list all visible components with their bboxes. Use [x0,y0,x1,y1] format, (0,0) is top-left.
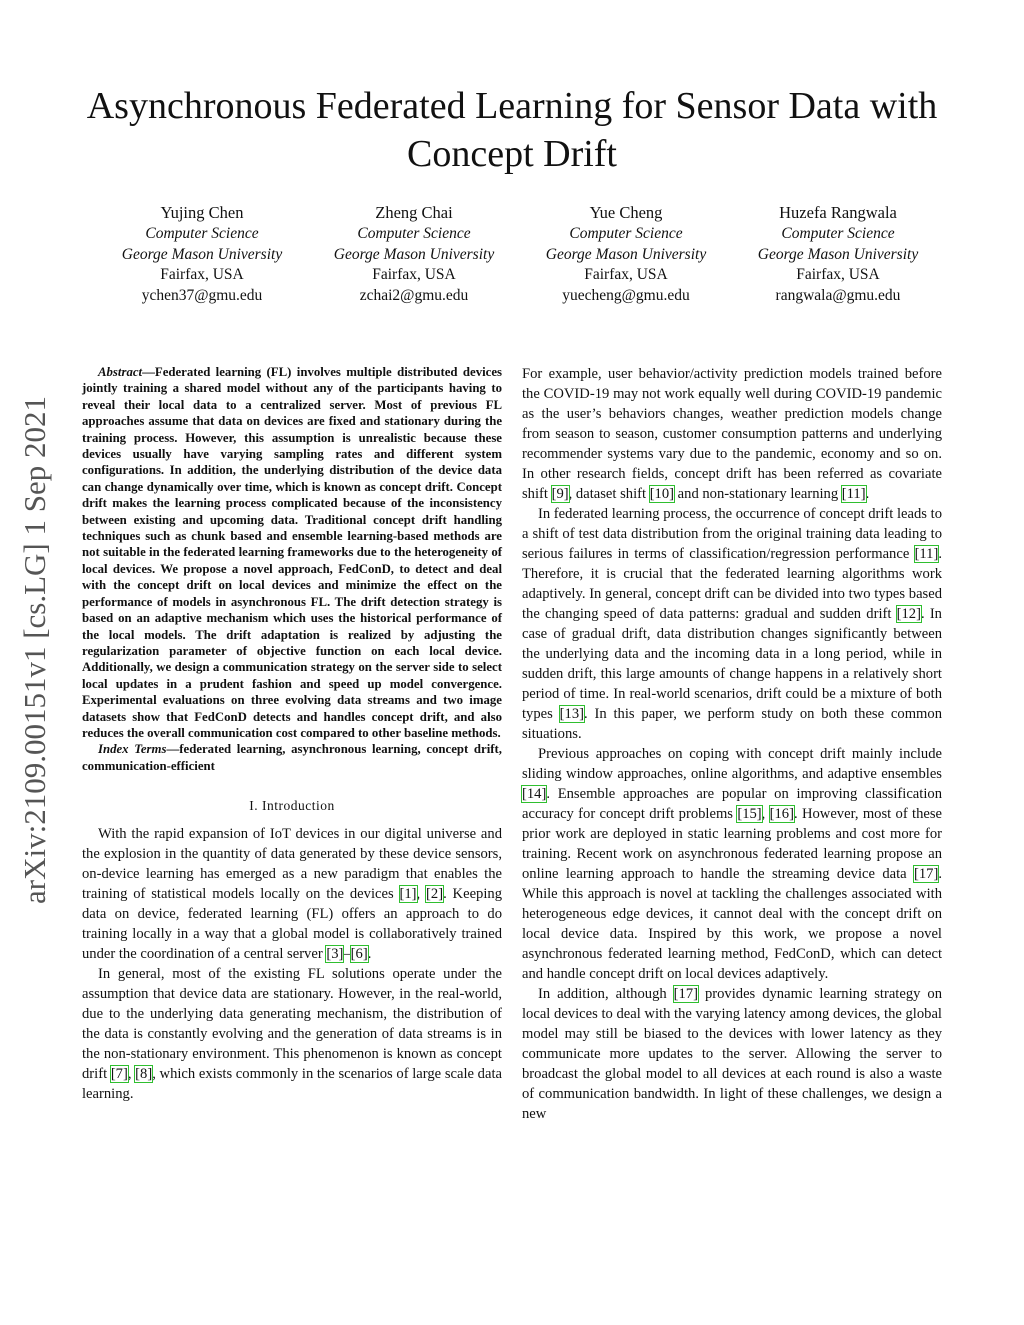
paragraph-text: , [127,1066,136,1083]
author-email: ychen37@gmu.edu [141,286,263,304]
paragraph-text: . Therefore, it is crucial that the federated learning algorithms work adaptively. In general, concept drift can be divided into two types based the changing speed of data patterns: gradual and sudden drift [522,546,942,622]
paragraph-text: . [367,946,372,963]
paragraph [522,744,942,984]
paragraph-text: For example, user behavior/activity prediction models trained before the COVID-19 may not work equally well during COVID-19 pandemic as the user’s behaviors changes, weather prediction models change from season to season, customer consumption patterns and underlying recommender systems vary due to the pandemic, economy and so on. In other research fields, concept drift has been referred as covariate shift [522,366,942,502]
paragraph-text: , [761,806,770,822]
paragraph [82,824,502,964]
author-affiliation: George Mason University [545,245,707,263]
left-column [82,364,502,1104]
author-email: yuecheng@gmu.edu [562,286,690,304]
paragraph [522,984,942,1124]
citation-link[interactable]: [16] [769,806,794,822]
author-location: Fairfax, USA [584,266,668,283]
index-terms-label: Index Terms [98,742,167,757]
author-location: Fairfax, USA [160,266,244,283]
citation-link[interactable]: [1] [399,886,417,903]
author-dept: Computer Science [145,225,259,242]
author-email: zchai2@gmu.edu [359,286,469,304]
author-location: Fairfax, USA [372,266,456,283]
paragraph-text: In general, most of the existing FL solutions operate under the assumption that device data are stationary. However, in the real-world, due to the underlying data generating mechanism, the distribution of the data is constantly evolving and the generation of data streams is in the non-stationary environment. This phenomenon is known as concept drift [82,966,502,1083]
arxiv-identifier: arXiv:2109.00151v1 [cs.LG] 1 Sep 2021 [17,396,52,904]
paragraph-text: Previous approaches on coping with concept drift mainly include sliding window approaches, online algorithms, and adaptive ensembles [522,746,942,782]
citation-link[interactable]: [10] [649,486,675,502]
paragraph-text: , which exists commonly in the scenarios of large scale data learning. [82,1066,502,1103]
author-dept: Computer Science [357,225,471,242]
citation-link[interactable]: [17] [914,866,939,882]
author-dept: Computer Science [781,225,895,242]
paragraph-text: With the rapid expansion of IoT devices in our digital universe and the explosion in the quantity of data generated by these device sensors, on-device learning has emerged as a new paradigm that enables the training of statistical models locally on the devices [82,826,502,903]
citation-link[interactable]: [6] [350,946,368,963]
index-terms [82,741,502,774]
paragraph [522,504,942,744]
author-3 [520,202,732,306]
author-1 [96,202,308,306]
citation-link[interactable]: [17] [673,986,698,1002]
author-2 [308,202,520,306]
paragraph-text: provides dynamic learning strategy on local devices to deal with the varying latency among devices, the global model may still be biased to the devices with lower latency as they communicate more updates to the server. Allowing the server to broadcast the global model to all devices at each round is also a waste of communication bandwidth. In light of these challenges, we design a new [522,986,943,1122]
citation-link[interactable]: [3] [326,946,344,963]
paragraph-text: – [343,946,351,963]
author-email: rangwala@gmu.edu [775,286,901,304]
author-location: Fairfax, USA [796,266,880,283]
paragraph-text: . While this approach is novel at tackling the challenges associated with heterogeneous edge devices, it cannot deal with the concept drift on local device data. Inspired by this work, we propose a novel asynchronous federated learning method, FedConD, which can detect and handle concept drift on local devices adaptively. [522,866,942,982]
author-affiliation: George Mason University [333,245,495,263]
author-name: Huzefa Rangwala [779,203,897,222]
paragraph-text: , dataset shift [568,486,650,502]
citation-link[interactable]: [9] [551,486,569,502]
paragraph [82,964,502,1104]
citation-link[interactable]: [8] [135,1066,153,1083]
author-name: Yue Cheng [589,203,663,222]
citation-link[interactable]: [13] [559,706,584,722]
author-name: Yujing Chen [160,203,244,222]
citation-link[interactable]: [15] [737,806,762,822]
paragraph-text: In addition, although [538,986,674,1002]
paragraph [522,364,942,504]
citation-link[interactable]: [11] [841,486,866,502]
citation-link[interactable]: [14] [522,786,547,802]
paragraph-text: In federated learning process, the occurrence of concept drift leads to a shift of test data distribution from the original training data leading to serious failures in terms of classification/regression performance [522,506,942,562]
author-affiliation: George Mason University [121,245,283,263]
citation-link[interactable]: [7] [110,1066,128,1083]
section-heading: I. Introduction [249,798,335,814]
abstract [82,364,502,741]
citation-link[interactable]: [2] [426,886,444,903]
paragraph-text: . In case of gradual drift, data distribution changes significantly between the underlying data and the incoming data in a long period, while in sudden drift, this large amounts of change happens in a relatively short period of time. In real-world scenarios, drift could be a mixture of both types [522,606,942,722]
paper-title: Asynchronous Federated Learning for Sensor Data with Concept Drift [86,85,938,175]
right-column [522,364,942,1124]
paragraph-text: , [416,886,427,903]
citation-link[interactable]: [12] [896,606,921,622]
author-name: Zheng Chai [375,203,453,222]
paragraph-text: . Ensemble approaches are popular on improving classification accuracy for concept drift problems [522,786,942,822]
citation-link[interactable]: [11] [914,546,939,562]
paragraph-text: . Keeping data on device, federated learning (FL) offers an approach to do training locally in a way that a global model is collaboratively trained under the coordination of a central server [82,886,502,963]
abstract-text: —Federated learning (FL) involves multiple distributed devices jointly training a shared model without any of the participants having to reveal their local data to a centralized server. Most of previous FL approaches assume that data on devices are fixed and stationary during the training process. However, this assumption is unrealistic because these devices usually have varying sampling rates and different system configurations. In addition, the underlying distribution of the device data can change dynamically over time, which is known as concept drift. Concept drift makes the learning process complicated because of the inconsistency between existing and upcoming data. Traditional concept drift handling techniques such as chunk based and ensemble learning-based methods are not suitable in the federated learning frameworks due to the heterogeneity of local devices. We propose a novel approach, FedConD, to detect and deal with the concept drift on local devices and minimize the effect on the performance of models in asynchronous FL. The drift detection strategy is based on an adaptive mechanism which uses the historical performance of the local models. The drift adaptation is realized by adjusting the regularization parameter of objective function on each local device. Additionally, we design a communication strategy on the server side to select local updates in a prudent fashion and speed up model convergence. Experimental evaluations on three evolving data streams and two image datasets show that FedConD detects and handles concept drift, and also reduces the overall communication cost compared to other baseline methods. [82,365,502,740]
paragraph-text: . In this paper, we perform study on both these common situations. [522,706,942,742]
author-4 [732,202,944,306]
author-dept: Computer Science [569,225,683,242]
author-block [96,202,944,306]
paragraph-text: . However, most of these prior work are deployed in static learning problems and cost more for training. Recent work on asynchronous federated learning propose an online learning approach to handle the streaming device data [522,806,943,882]
index-terms-text: —federated learning, asynchronous learning, concept drift, communication-efficient [82,742,502,773]
abstract-label: Abstract [98,365,143,379]
paragraph-text: . [865,486,870,502]
author-affiliation: George Mason University [757,245,919,263]
paragraph-text: and non-stationary learning [674,486,842,502]
